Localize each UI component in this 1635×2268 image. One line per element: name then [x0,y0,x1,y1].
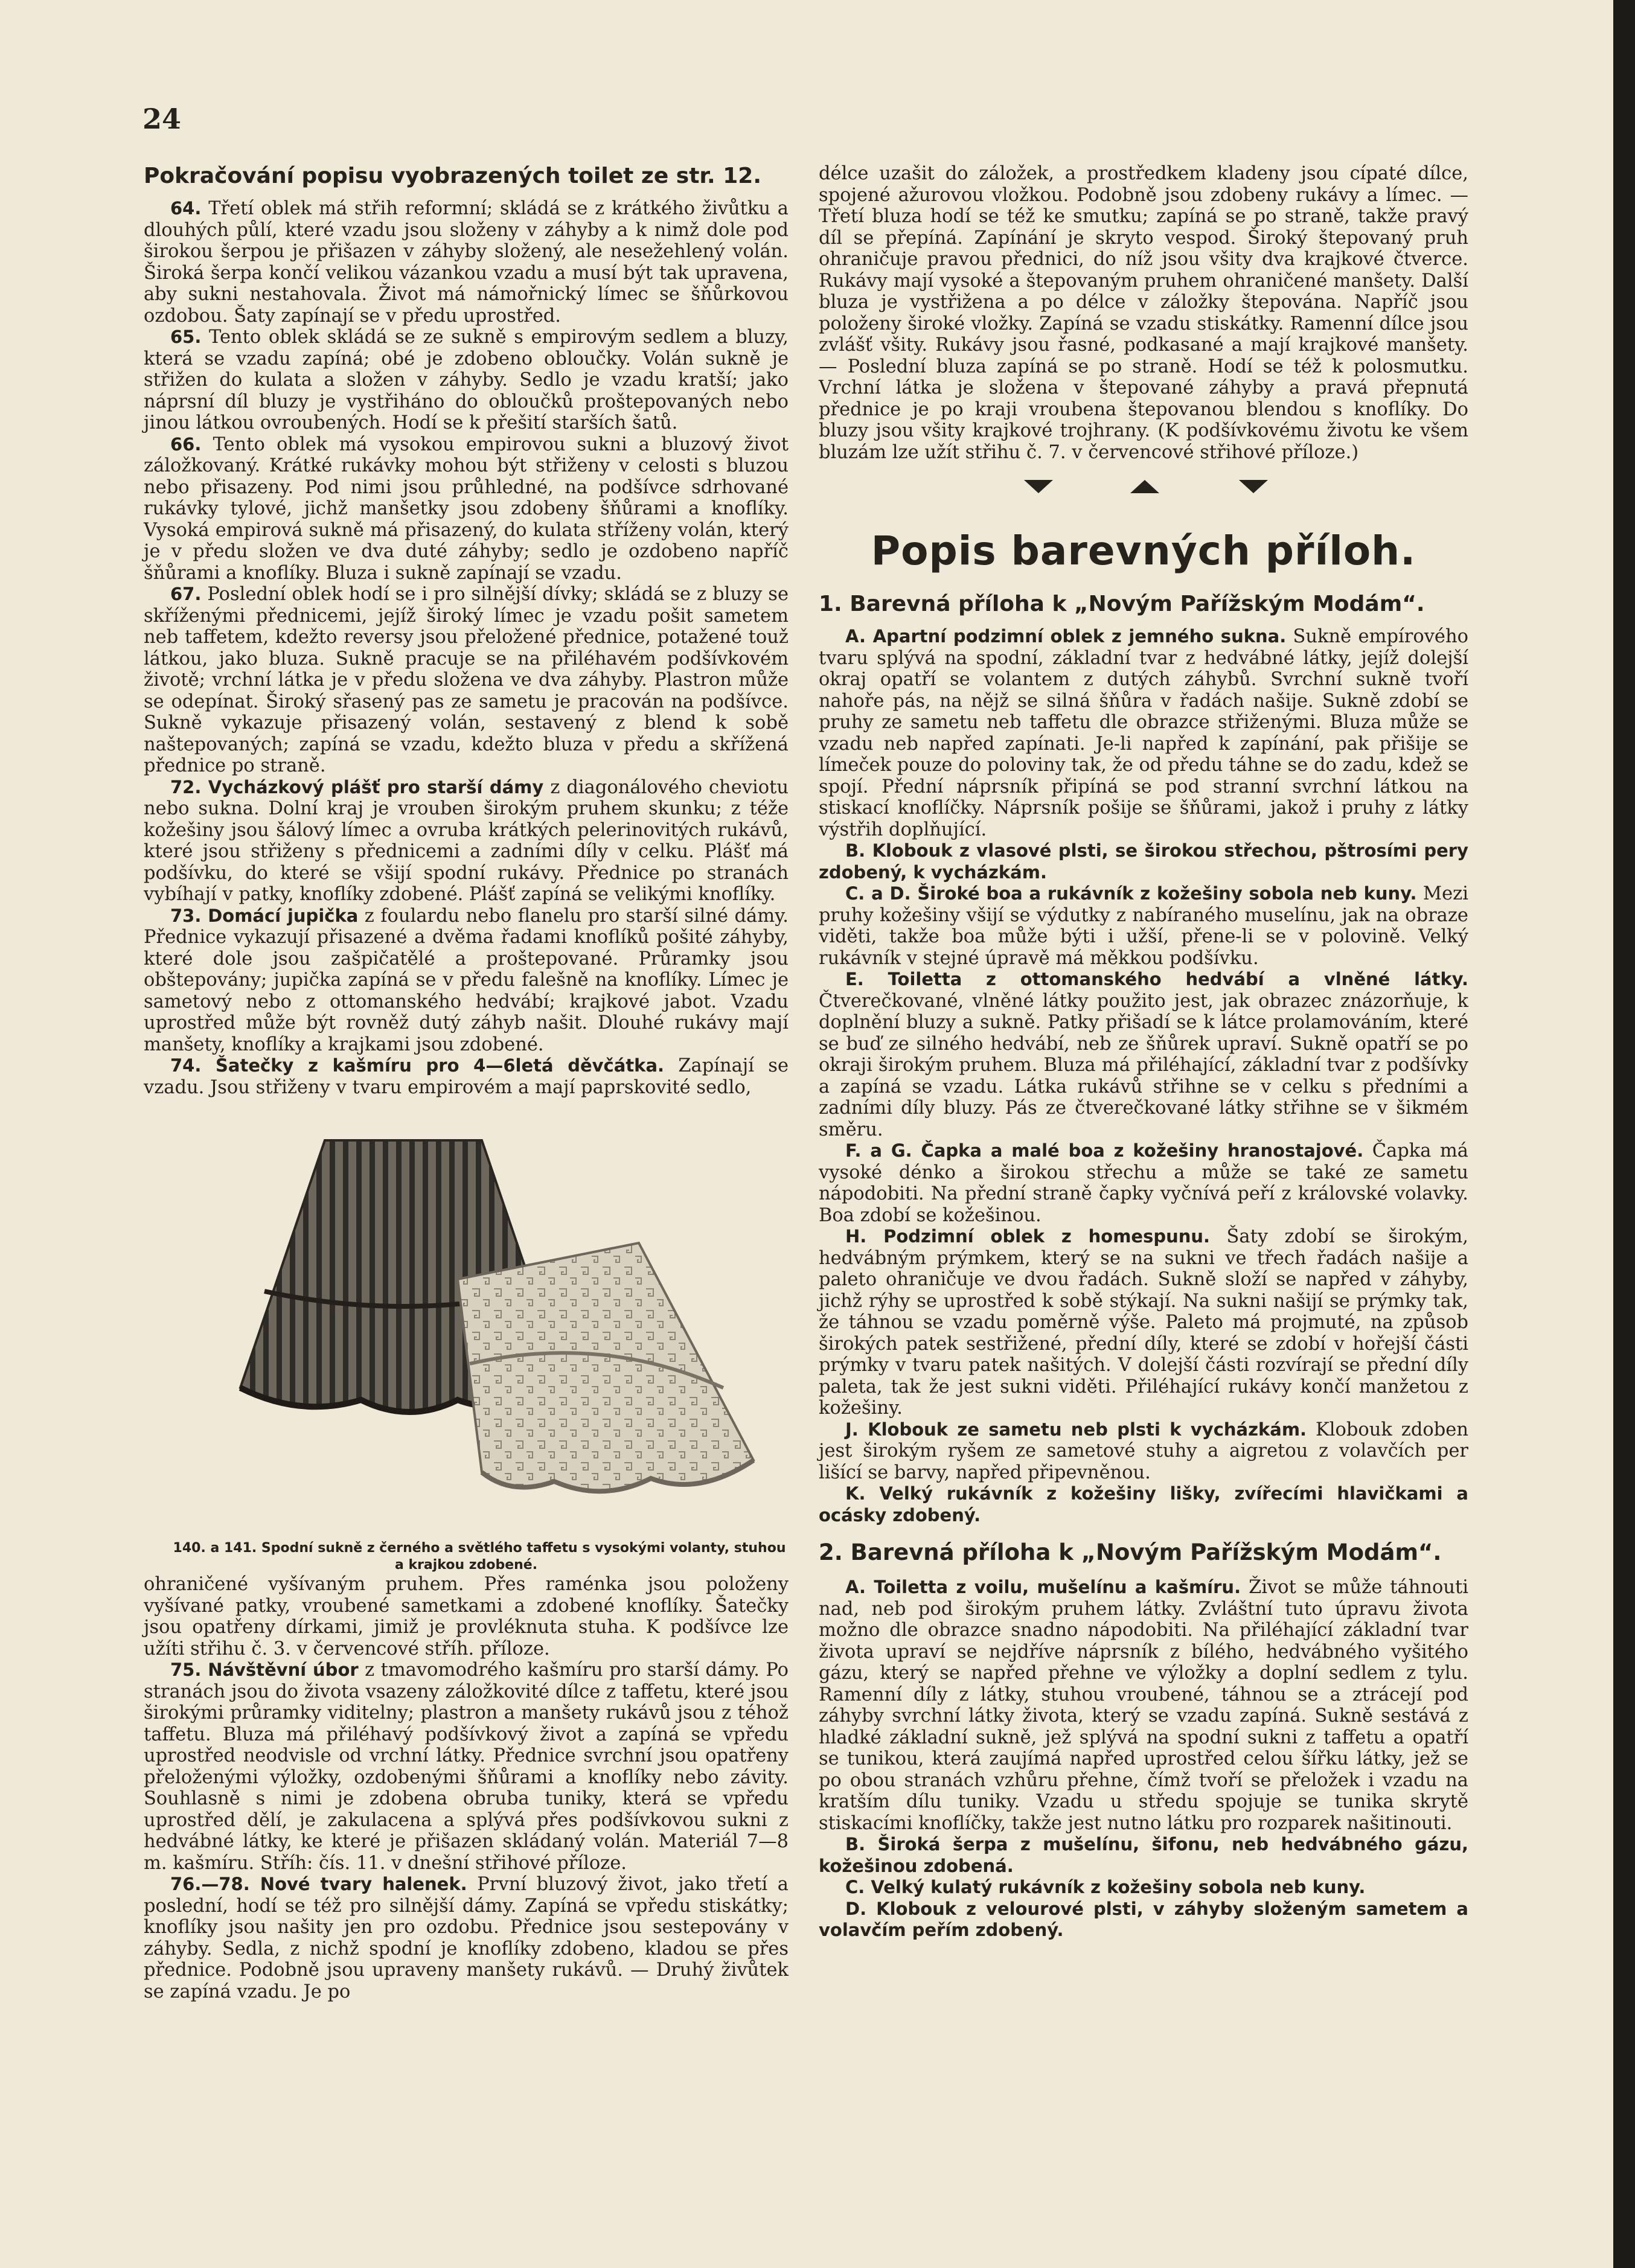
supplement-2-heading: 2. Barevná příloha k „Novým Pařížským Modám“. [819,1539,1442,1565]
supplement-2-item-a: A. Toiletta z voilu, mušelínu a kašmíru. Život se může táhnouti nad, neb pod širokým pruhem látky. Zvláštní tuto úpravu života možno dle obrazce snadno nápodobiti. Na přiléhající základní tvar života upraví se nejdříve náprsník z bílého, hedvábného vyšitého gázu, který se napřed přehne ve výložky a doplní sedlem z tylu. Ramenní díly z látky, stuhou vroubené, táhnou se a ztrácejí pod záhyby svrchní látky života, který se vzadu zapíná. Sukně sestává z hladké základní sukně, jež splývá na spodní sukni z taffetu a opatří se tunikou, která zaujímá napřed uprostřed celou šířku látky, jež se po obou stranách vzhůru přehne, čímž tvoří se přeložek i vzadu na kratším dílu tuniky. Vzadu u středu spojuje se tunika skrytě stiskacími knoflíčky, takže jest nutno látku pro rozparek našitinouti. [819,1577,1468,1834]
page-number: 24 [142,103,182,135]
paragraph-72: 72. Vycházkový plášť pro starší dámy z diagonálového cheviotu nebo sukna. Dolní kraj je vrouben širokým pruhem skunku; z téže kožešiny jsou šálový límec a ovruba krátkých pelerinovitých rukávů, které jsou střiženy s přednicemi a zadními díly v celku. Plášť má podšívku, do které se všijí spodní rukávy. Přednice po stranách vybíhají v patky, knoflíky zdobené. Plášť zapíná se velikými knoflíky. [144,776,789,905]
supplement-1-item-a: A. Apartní podzimní oblek z jemného sukna. Sukně empírového tvaru splývá na spodní, základní tvar z hedvábné látky, jejíž dolejší okraj opatří se volantem z dutých záhybů. Svrchní sukně tvoří nahoře pás, na nějž se silná šňůra v řadách našije. Sukně zdobí se pruhy ze sametu neb taffetu dle obrazce střiženými. Bluza může se vzadu neb napřed zapínati. Je-li napřed k zapínání, pak přišije se límeček pouze do poloviny tak, že od předu táhne se do zadu, kdež se spojí. Přední náprsník připíná se pod stranní svrchní látkou na stiskací knoflíčky. Náprsník pošije se šňůrami, jakož i pruhy z látky výstřih doplňující. [819,626,1468,840]
figure-caption: 140. a 141. Spodní sukně z černého a světlého taffetu s vysokými volanty, stuhou a krajkou zdobené. [173,1541,786,1573]
paragraph-65: 65. Tento oblek skládá se ze sukně s empirovým sedlem a bluzy, která se vzadu zapíná; obé je zdobeno obloučky. Volán sukně je střižen do kulata a složen v záhyby. Sedlo je vzadu kratší; jako náprsní díl bluzy je vystřiháno do obloučků proštepovaných nebo jinou látkou ovroubených. Hodí se k přešití starších šatů. [144,327,789,433]
paragraph-75: 75. Návštěvní úbor z tmavomodrého kašmíru pro starší dámy. Po stranách jsou do života vsazeny záložkovité dílce z taffetu, které jsou širokými průramky viditelny; plastron a manšety rukávů jsou z téhož taffetu. Bluza má přiléhavý podšívkový život a zapíná se vpředu uprostřed neodvisle od vrchní látky. Přednice svrchní jsou opatřeny přeloženými výložky, ozdobenými šňůrami a knoflíky nebo závity. Souhlasně s nimi je zdobena obruba tuniky, která se vpředu uprostřed dělí, je zakulacena a splývá přes podšívkovou sukni z hedvábné látky, ke které je přišazen skládaný volán. Materiál 7—8 m. kašmíru. Stříh: čís. 11. v dnešní střihové příloze. [144,1659,789,1874]
supplement-1-item-k: K. Velký rukávník z kožešiny lišky, zvířecími hlavičkami a ocásky zdobený. [819,1483,1468,1525]
scan-border [1613,0,1635,2268]
paragraph-74: 74. Šatečky z kašmíru pro 4—6letá děvčátka. Zapínají se vzadu. Jsou střiženy v tvaru empirovém a mají paprskovité sedlo, [144,1055,789,1098]
supplement-1-item-h: H. Podzimní oblek z homespunu. Šaty zdobí se širokým, hedvábným prýmkem, který se na sukni ve třech řadách našije a paleto ohraničuje ve dvou řadách. Sukně složí se napřed v záhyby, jichž rýhy se uprostřed k sobě stýkají. Na sukni našijí se prýmky tak, že táhnou se vzadu poměrně výše. Paleto má projmuté, na způsob širokých patek sestřižené, přední díly, které se zdobí v hořejší části prýmky v tvaru patek našitých. V dolejší části rozvírají se přední díly paleta, tak že jest sukni viděti. Přiléhající rukávy končí manžetou z kožešiny. [819,1226,1468,1419]
supplement-1-item-j: J. Klobouk ze sametu neb plsti k vycházkám. Klobouk zdoben jest širokým ryšem ze sametové stuhy a aigretou z volavčích per lišící se barvy, napřed připevněnou. [819,1419,1468,1483]
paragraph-64: 64. Třetí oblek má střih reformní; skládá se z krátkého živůtku a dlouhých půlí, které vzadu jsou složeny v záhyby a k nimž dole pod širokou šerpou je přišazen v záhyby složený, ale nesežehlený volán. Široká šerpa končí velikou vázankou vzadu a musí být tak upravena, aby sukni nestahovala. Život má námořnický límec se šňůrkovou ozdobou. Šaty zapínají se v předu uprostřed. [144,198,789,327]
up-triangle-ornament [1130,480,1159,493]
supplement-1-item-b: B. Klobouk z vlasové plsti, se širokou střechou, pštrosími pery zdobený, k vycházkám. [819,840,1468,883]
paragraph-66: 66. Tento oblek má vysokou empirovou sukni a bluzový život záložkovaný. Krátké rukávky mohou být střiženy v celosti s bluzou nebo přisazeny. Pod nimi jsou průhledné, na podšívce sdrhované rukávky tylové, jichž manšetky jsou zdobeny šňůrami a knoflíky. Vysoká empirová sukně má přisazený, do kulata stříženy volán, který je v předu složen ve dva duté záhyby; sedlo je ozdobeno napříč šňůrami a knoflíky. Bluza i sukně zapínají se vzadu. [144,433,789,584]
paragraph-76-78: 76.—78. Nové tvary halenek. První bluzový život, jako třetí a poslední, hodí se též pro silnější dámy. Zapíná se vpředu stiskátky; knoflíky jsou našity jen pro ozdobu. Přednice jsou sestepovány v záhyby. Sedla, z nichž spodní je knoflíky zdobeno, kladou se přes přednice. Podobně jsou upraveny manšety rukávů. — Druhý živůtek se zapíná vzadu. Je po [144,1874,789,2002]
paragraph-73: 73. Domácí jupička z foulardu nebo flanelu pro starší silné dámy. Přednice vykazují přisazené a dvěma řadami knoflíků pošité záhyby, které dole jsou zašpičatělé a proštepované. Průramky jsou obštepovány; jupička zapíná se v předu falešně na knoflíky. Límec je sametový nebo z ottomanského hedvábí; krajkové jabot. Vzadu uprostřed může být rovněž dutý záhyb našit. Dlouhé rukávy mají manšety, knoflíky a krajkami jsou zdobené. [144,905,789,1055]
petticoats-illustration [144,1134,789,1533]
paragraph-67: 67. Poslední oblek hodí se i pro silnější dívky; skládá se z bluzy se skříženými přednicemi, jejíž široký límec je vzadu pošit sametem neb taffetem, kdežto reversy jsou přeložené přednice, potažené touž látkou, jako bluza. Sukně pracuje se na přiléhavém podšívkovém životě; vrchní látka je v předu složena ve dva záhyby. Plastron může se odepínat. Široký sřasený pas ze sametu je pracován na podšívce. Sukně vykazuje přisazený volán, sestavený z blend k sobě naštepovaných; zapíná se vzadu, kdežto bluza v předu a skřížená přednice po straně. [144,584,789,776]
right-column [819,163,1468,1941]
supplement-2-item-d: D. Klobouk z velourové plsti, v záhyby složeným sametem a volavčím peřím zdobený. [819,1898,1468,1940]
petticoats-drawing [144,1134,789,1533]
down-triangle-ornament [1024,480,1053,493]
supplement-1-heading: 1. Barevná příloha k „Novým Pařížským Modám“. [819,592,1425,616]
supplement-2-item-c: C. Velký kulatý rukávník z kožešiny sobola neb kuny. [845,1877,1366,1897]
supplement-2-item-b: B. Široká šerpa z mušelínu, šifonu, neb hedvábného gázu, kožešinou zdobená. [819,1834,1468,1876]
left-column [144,163,789,2002]
ornament-divider [819,469,1468,505]
paragraph-74-continued: ohraničené vyšívaným pruhem. Přes raménka jsou položeny vyšívané patky, vroubené sametkami a zdobené knoflíky. Šatečky jsou opatřeny dírkami, jimiž je provléknuta stuha. K podšívce lze užíti střihu č. 3. v červencové stříh. příloze. [144,1574,789,1659]
down-triangle-ornament [1239,480,1268,493]
supplement-1-item-fg: F. a G. Čapka a malé boa z kožešiny hranostajové. Čapka má vysoké dénko a širokou střechu a může se také ze sametu nápodobiti. Na přední straně čapky vyčnívá peří z královské volavky. Boa zdobí se kožešinou. [819,1140,1468,1226]
continuation-heading: Pokračování popisu vyobrazených toilet ze str. 12. [144,164,762,188]
blouse-continuation: délce uzašit do záložek, a prostředkem kladeny jsou cípaté dílce, spojené ažurovou vložkou. Podobně jsou zdobeny rukávy a límec. — Třetí bluza hodí se též ke smutku; zapíná se po straně, takže pravý díl se přepíná. Zapínání je skryto vespod. Široký štepovaný pruh ohraničuje pravou přednici, do níž jsou všity dva krajkové čtverce. Rukávy mají vysoké a štepovaným pruhem ohraničené manšety. Další bluza je vystřižena a po délce v záložky štepována. Napříč jsou položeny široké vložky. Zapíná se vzadu stiskátky. Ramenní dílce jsou zvlášť všity. Rukávy jsou řasné, podkasané a mají krajkové manšety. — Poslední bluza zapíná se po straně. Hodí se též k polosmutku. Vrchní látka je složena v štepované záhyby a pravá přepnutá přednice je po kraji vroubena štepovanou blendou s knoflíky. Do bluzy jsou všity krajkové trojhrany. (K podšívkovému životu ke všem bluzám lze užít střihu č. 7. v červencové střihové příloze.) [819,163,1468,463]
color-supplement-title: Popis barevných příloh. [871,528,1416,574]
supplement-1-item-cd: C. a D. Široké boa a rukávník z kožešiny sobola neb kuny. Mezi pruhy kožešiny všijí se výdutky z nabíraného muselínu, jak na obraze viděti, takže boa může býti i užší, přene-li se v polovině. Velký rukávník v stejné úpravě má měkkou podšívku. [819,883,1468,969]
supplement-1-item-e: E. Toiletta z ottomanského hedvábí a vlněné látky. Čtverečkované, vlněné látky použito jest, jak obrazec znázorňuje, k doplnění bluzy a sukně. Patky přišadí se k látce prolamováním, které se buď ze silného hedvábí, neb ze šňůrek upraví. Sukně opatří se po okraji širokým pruhem. Bluza má přiléhající, základní tvar z podšívky a zapíná se vzadu. Látka rukávů střihne se v celku s předními a zadními díly bluzy. Pás ze čtverečkované látky střihne se v šikmém směru. [819,969,1468,1140]
light-petticoat [458,1243,754,1491]
